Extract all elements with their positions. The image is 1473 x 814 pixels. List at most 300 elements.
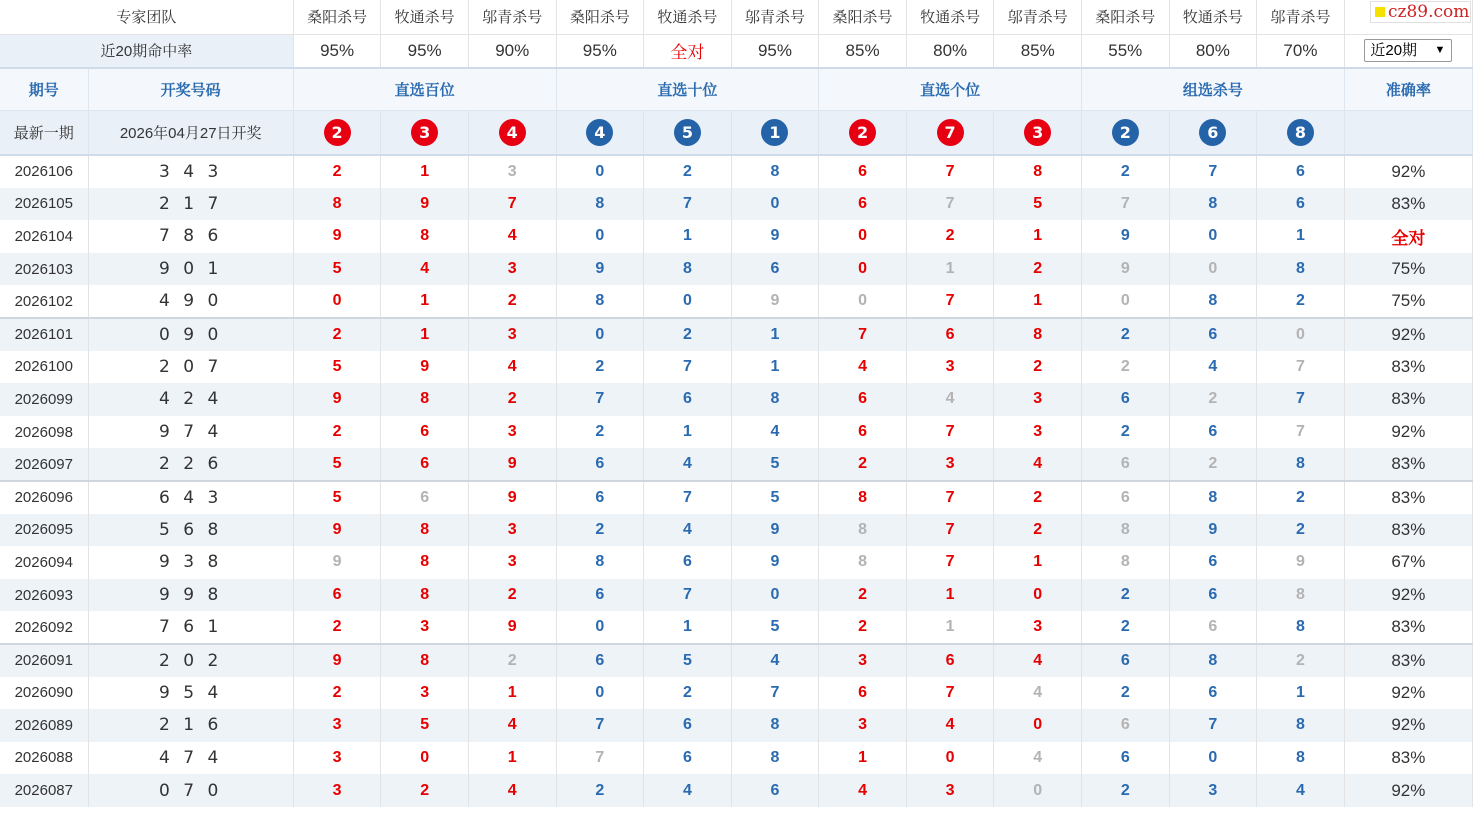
kill-number: 6: [1257, 188, 1345, 221]
draw-number: 3 4 3: [88, 155, 293, 188]
kill-number: 5: [381, 709, 469, 742]
kill-number: 9: [731, 285, 819, 318]
issue-number: 2026102: [0, 285, 88, 318]
hit-rate: 85%: [994, 34, 1082, 68]
kill-number: 4: [906, 709, 994, 742]
kill-number: 8: [1082, 546, 1170, 579]
kill-number: 6: [644, 709, 732, 742]
period-select-value: 近20期: [1370, 42, 1418, 60]
draw-number: 9 3 8: [88, 546, 293, 579]
kill-number: 8: [381, 514, 469, 547]
kill-number: 9: [1169, 514, 1257, 547]
draw-number: 4 7 4: [88, 742, 293, 775]
prediction-ball: 3: [411, 119, 438, 146]
accuracy-value: 83%: [1344, 448, 1472, 481]
kill-number: 0: [1169, 220, 1257, 253]
kill-number: 4: [468, 220, 556, 253]
brand-logo[interactable]: [1370, 1, 1471, 23]
accuracy-value: 83%: [1344, 611, 1472, 644]
draw-number: 0 7 0: [88, 774, 293, 807]
accuracy-header: 准确率: [1344, 68, 1472, 110]
kill-number: 3: [293, 709, 381, 742]
kill-number: 9: [293, 514, 381, 547]
kill-number: 2: [468, 644, 556, 677]
kill-number: 8: [994, 155, 1082, 188]
issue-number: 2026092: [0, 611, 88, 644]
kill-number: 9: [1082, 253, 1170, 286]
kill-number: 2: [1169, 448, 1257, 481]
chevron-down-icon: ▼: [1434, 44, 1446, 57]
kill-number: 3: [468, 416, 556, 449]
table-row: [0, 709, 1473, 742]
kill-number: 0: [644, 285, 732, 318]
hit-rate: 95%: [293, 34, 381, 68]
kill-number: 3: [468, 155, 556, 188]
issue-number: 2026093: [0, 579, 88, 612]
kill-number: 0: [1169, 253, 1257, 286]
latest-accuracy: [1344, 110, 1472, 155]
kill-number: 7: [468, 188, 556, 221]
kill-number: 3: [381, 677, 469, 710]
kill-number: 8: [994, 318, 1082, 351]
kill-number: 2: [293, 611, 381, 644]
issue-number: 2026104: [0, 220, 88, 253]
kill-number: 9: [381, 188, 469, 221]
expert-name: 桑阳杀号: [556, 0, 644, 34]
kill-number: 6: [556, 448, 644, 481]
hit-rate-row: [0, 34, 1473, 68]
kill-number: 6: [1082, 448, 1170, 481]
kill-number: 6: [819, 155, 907, 188]
issue-number: 2026097: [0, 448, 88, 481]
kill-number: 2: [468, 285, 556, 318]
kill-number: 2: [906, 220, 994, 253]
kill-number: 2: [556, 514, 644, 547]
kill-number: 0: [819, 285, 907, 318]
expert-name: 桑阳杀号: [293, 0, 381, 34]
table-row: [0, 253, 1473, 286]
kill-number: 0: [994, 709, 1082, 742]
issue-number: 2026095: [0, 514, 88, 547]
table-row: [0, 318, 1473, 351]
kill-number: 9: [1257, 546, 1345, 579]
expert-name: 桑阳杀号: [819, 0, 907, 34]
kill-number: 5: [293, 481, 381, 514]
draw-number: 4 9 0: [88, 285, 293, 318]
kill-number: 7: [906, 416, 994, 449]
kill-number: 1: [644, 220, 732, 253]
kill-number: 3: [994, 416, 1082, 449]
draw-number: 9 5 4: [88, 677, 293, 710]
kill-number: 7: [906, 285, 994, 318]
hit-rate: 90%: [468, 34, 556, 68]
group-header-units: 直选个位: [819, 68, 1082, 110]
table-row: [0, 677, 1473, 710]
kill-number: 2: [1082, 155, 1170, 188]
kill-number: 0: [1169, 742, 1257, 775]
kill-number: 0: [381, 742, 469, 775]
period-select[interactable]: [1364, 39, 1452, 62]
table-row: [0, 644, 1473, 677]
prediction-ball-cell: [468, 110, 556, 155]
kill-number: 6: [819, 677, 907, 710]
expert-name: 邬青杀号: [731, 0, 819, 34]
accuracy-value: 92%: [1344, 774, 1472, 807]
table-row: [0, 546, 1473, 579]
prediction-ball: 5: [674, 119, 701, 146]
kill-number: 8: [381, 579, 469, 612]
kill-number: 8: [819, 546, 907, 579]
kill-number: 7: [906, 546, 994, 579]
kill-number: 1: [906, 611, 994, 644]
table-row: [0, 383, 1473, 416]
prediction-ball-cell: [644, 110, 732, 155]
kill-number: 6: [1169, 611, 1257, 644]
hit-rate: 55%: [1082, 34, 1170, 68]
kill-number: 4: [994, 644, 1082, 677]
kill-number: 2: [293, 416, 381, 449]
kill-number: 6: [1082, 644, 1170, 677]
kill-number: 6: [1257, 155, 1345, 188]
draw-number: 2 1 6: [88, 709, 293, 742]
prediction-ball-cell: [556, 110, 644, 155]
table-row: [0, 742, 1473, 775]
kill-number: 2: [1082, 611, 1170, 644]
kill-number: 2: [1257, 481, 1345, 514]
kill-number: 2: [293, 155, 381, 188]
kill-number: 1: [381, 285, 469, 318]
kill-number: 9: [731, 546, 819, 579]
prediction-ball-cell: [1169, 110, 1257, 155]
brand-text: cz89.com: [1388, 2, 1470, 22]
kill-number: 2: [994, 514, 1082, 547]
kill-number: 9: [468, 448, 556, 481]
kill-number: 7: [1169, 155, 1257, 188]
kill-number: 9: [293, 644, 381, 677]
kill-number: 2: [819, 579, 907, 612]
accuracy-value: 83%: [1344, 514, 1472, 547]
kill-number: 8: [1169, 481, 1257, 514]
expert-name: 牧通杀号: [381, 0, 469, 34]
kill-number: 6: [906, 318, 994, 351]
issue-number: 2026099: [0, 383, 88, 416]
table-row: [0, 220, 1473, 253]
kill-number: 0: [556, 220, 644, 253]
kill-number: 0: [731, 579, 819, 612]
expert-name: 邬青杀号: [994, 0, 1082, 34]
kill-number: 1: [819, 742, 907, 775]
kill-number: 4: [644, 514, 732, 547]
kill-number: 4: [381, 253, 469, 286]
kill-number: 8: [556, 285, 644, 318]
kill-number: 7: [819, 318, 907, 351]
issue-number: 2026106: [0, 155, 88, 188]
kill-number: 8: [1169, 644, 1257, 677]
draw-number: 9 7 4: [88, 416, 293, 449]
table-row: [0, 774, 1473, 807]
prediction-ball-cell: [381, 110, 469, 155]
kill-number: 5: [731, 481, 819, 514]
kill-number: 4: [468, 709, 556, 742]
kill-number: 8: [1257, 253, 1345, 286]
draw-number: 7 8 6: [88, 220, 293, 253]
kill-number: 1: [1257, 220, 1345, 253]
kill-number: 8: [556, 188, 644, 221]
kill-number: 1: [906, 579, 994, 612]
kill-number: 8: [1169, 285, 1257, 318]
kill-number: 9: [293, 546, 381, 579]
kill-number: 1: [1257, 677, 1345, 710]
group-header-tens: 直选十位: [556, 68, 819, 110]
issue-header: 期号: [0, 68, 88, 110]
kill-number: 8: [381, 644, 469, 677]
kill-number: 3: [468, 514, 556, 547]
kill-number: 8: [1257, 448, 1345, 481]
kill-number: 8: [731, 709, 819, 742]
kill-number: 6: [1082, 383, 1170, 416]
accuracy-value: 92%: [1344, 318, 1472, 351]
prediction-ball: 2: [324, 119, 351, 146]
kill-number: 9: [293, 220, 381, 253]
accuracy-value: 83%: [1344, 188, 1472, 221]
kill-number: 2: [1082, 318, 1170, 351]
hit-rate-label: 近20期命中率: [0, 34, 293, 68]
kill-number: 9: [381, 351, 469, 384]
column-header-row: [0, 68, 1473, 110]
draw-header: 开奖号码: [88, 68, 293, 110]
prediction-ball: 2: [849, 119, 876, 146]
table-row: [0, 611, 1473, 644]
prediction-ball: 3: [1024, 119, 1051, 146]
prediction-ball-cell: [819, 110, 907, 155]
latest-issue-row: [0, 110, 1473, 155]
issue-number: 2026090: [0, 677, 88, 710]
table-row: [0, 285, 1473, 318]
kill-number: 2: [1257, 644, 1345, 677]
kill-number: 5: [293, 253, 381, 286]
kill-number: 2: [1257, 285, 1345, 318]
kill-number: 5: [731, 611, 819, 644]
hit-rate: 95%: [556, 34, 644, 68]
accuracy-value: 83%: [1344, 481, 1472, 514]
kill-number: 9: [556, 253, 644, 286]
kill-number: 2: [819, 611, 907, 644]
kill-number: 8: [1169, 188, 1257, 221]
kill-number: 7: [1257, 383, 1345, 416]
kill-number: 6: [644, 742, 732, 775]
expert-name: 牧通杀号: [644, 0, 732, 34]
kill-number: 4: [731, 644, 819, 677]
kill-number: 7: [644, 188, 732, 221]
table-row: [0, 514, 1473, 547]
draw-number: 4 2 4: [88, 383, 293, 416]
kill-number: 8: [381, 546, 469, 579]
kill-number: 1: [468, 742, 556, 775]
kill-number: 4: [994, 448, 1082, 481]
kill-number: 0: [556, 318, 644, 351]
kill-number: 6: [1169, 546, 1257, 579]
kill-number: 7: [644, 481, 732, 514]
kill-number: 3: [819, 644, 907, 677]
kill-number: 6: [819, 188, 907, 221]
accuracy-value: 83%: [1344, 351, 1472, 384]
group-header-hundreds: 直选百位: [293, 68, 556, 110]
prediction-ball: 2: [1112, 119, 1139, 146]
hit-rate: 80%: [1169, 34, 1257, 68]
kill-number: 9: [1082, 220, 1170, 253]
table-row: [0, 188, 1473, 221]
kill-number: 0: [819, 220, 907, 253]
kill-number: 2: [556, 416, 644, 449]
kill-number: 1: [994, 546, 1082, 579]
kill-number: 0: [556, 677, 644, 710]
kill-number: 4: [819, 774, 907, 807]
kill-number: 4: [906, 383, 994, 416]
kill-number: 7: [731, 677, 819, 710]
kill-number: 6: [381, 481, 469, 514]
table-row: [0, 579, 1473, 612]
accuracy-value: 全对: [1344, 220, 1472, 253]
prediction-ball: 8: [1287, 119, 1314, 146]
kill-number: 2: [468, 383, 556, 416]
kill-number: 8: [731, 155, 819, 188]
group-header-combo: 组选杀号: [1082, 68, 1345, 110]
kill-number: 0: [906, 742, 994, 775]
kill-number: 3: [906, 774, 994, 807]
kill-number: 0: [556, 155, 644, 188]
kill-number: 1: [381, 155, 469, 188]
prediction-ball: 1: [761, 119, 788, 146]
kill-number: 6: [1169, 579, 1257, 612]
kill-number: 8: [731, 742, 819, 775]
kill-number: 3: [906, 448, 994, 481]
kill-number: 7: [1169, 709, 1257, 742]
expert-name: 邬青杀号: [1257, 0, 1345, 34]
draw-number: 9 9 8: [88, 579, 293, 612]
expert-name: 桑阳杀号: [1082, 0, 1170, 34]
kill-number: 2: [1082, 677, 1170, 710]
prediction-ball-cell: [1257, 110, 1345, 155]
kill-number: 8: [1257, 742, 1345, 775]
hit-rate: 95%: [731, 34, 819, 68]
period-select-cell: [1344, 34, 1472, 68]
kill-number: 1: [906, 253, 994, 286]
kill-number: 7: [1257, 416, 1345, 449]
kill-number: 5: [994, 188, 1082, 221]
kill-number: 7: [1257, 351, 1345, 384]
kill-number: 6: [293, 579, 381, 612]
accuracy-value: 83%: [1344, 742, 1472, 775]
table-row: [0, 155, 1473, 188]
issue-number: 2026088: [0, 742, 88, 775]
kill-number: 2: [994, 481, 1082, 514]
kill-number: 2: [1257, 514, 1345, 547]
kill-number: 3: [994, 383, 1082, 416]
kill-number: 9: [731, 220, 819, 253]
kill-number: 4: [994, 677, 1082, 710]
kill-number: 0: [1257, 318, 1345, 351]
kill-number: 4: [731, 416, 819, 449]
accuracy-value: 92%: [1344, 709, 1472, 742]
kill-number: 6: [556, 644, 644, 677]
kill-number: 2: [1169, 383, 1257, 416]
draw-number: 5 6 8: [88, 514, 293, 547]
kill-number: 6: [556, 579, 644, 612]
kill-number: 8: [293, 188, 381, 221]
prediction-ball: 4: [586, 119, 613, 146]
kill-number: 3: [468, 546, 556, 579]
kill-number: 6: [644, 546, 732, 579]
kill-number: 2: [293, 318, 381, 351]
prediction-ball: 4: [499, 119, 526, 146]
kill-number: 7: [906, 155, 994, 188]
accuracy-value: 83%: [1344, 383, 1472, 416]
kill-number: 0: [1082, 285, 1170, 318]
kill-number: 8: [819, 481, 907, 514]
kill-number: 6: [1169, 318, 1257, 351]
kill-number: 5: [293, 448, 381, 481]
kill-number: 8: [731, 383, 819, 416]
kill-number: 8: [1257, 611, 1345, 644]
issue-number: 2026089: [0, 709, 88, 742]
draw-number: 2 0 7: [88, 351, 293, 384]
kill-number: 6: [1082, 481, 1170, 514]
kill-number: 6: [1082, 742, 1170, 775]
kill-number: 6: [731, 253, 819, 286]
kill-number: 4: [468, 774, 556, 807]
kill-number: 7: [906, 188, 994, 221]
expert-row: [0, 0, 1473, 34]
kill-number: 5: [731, 448, 819, 481]
prediction-ball-cell: [1082, 110, 1170, 155]
kill-number: 0: [994, 579, 1082, 612]
kill-number: 9: [731, 514, 819, 547]
kill-number: 1: [468, 677, 556, 710]
kill-number: 7: [556, 383, 644, 416]
expert-name: 牧通杀号: [1169, 0, 1257, 34]
kill-number: 3: [1169, 774, 1257, 807]
prediction-ball-cell: [906, 110, 994, 155]
kill-number: 6: [1169, 416, 1257, 449]
kill-number: 7: [906, 677, 994, 710]
issue-number: 2026103: [0, 253, 88, 286]
expert-name: 牧通杀号: [906, 0, 994, 34]
kill-number: 0: [731, 188, 819, 221]
kill-number: 3: [381, 611, 469, 644]
kill-number: 6: [1169, 677, 1257, 710]
kill-number: 4: [644, 774, 732, 807]
draw-number: 7 6 1: [88, 611, 293, 644]
draw-number: 2 2 6: [88, 448, 293, 481]
table-row: [0, 351, 1473, 384]
kill-number: 8: [819, 514, 907, 547]
kill-number: 2: [994, 351, 1082, 384]
kill-number: 2: [556, 774, 644, 807]
accuracy-value: 75%: [1344, 253, 1472, 286]
kill-number: 2: [1082, 416, 1170, 449]
issue-number: 2026100: [0, 351, 88, 384]
issue-number: 2026094: [0, 546, 88, 579]
kill-number: 1: [994, 220, 1082, 253]
kill-number: 2: [293, 677, 381, 710]
issue-number: 2026105: [0, 188, 88, 221]
table-row: [0, 416, 1473, 449]
kill-number: 9: [468, 481, 556, 514]
kill-number: 2: [556, 351, 644, 384]
kill-number: 3: [293, 774, 381, 807]
kill-number: 7: [644, 579, 732, 612]
latest-label: 最新一期: [0, 110, 88, 155]
